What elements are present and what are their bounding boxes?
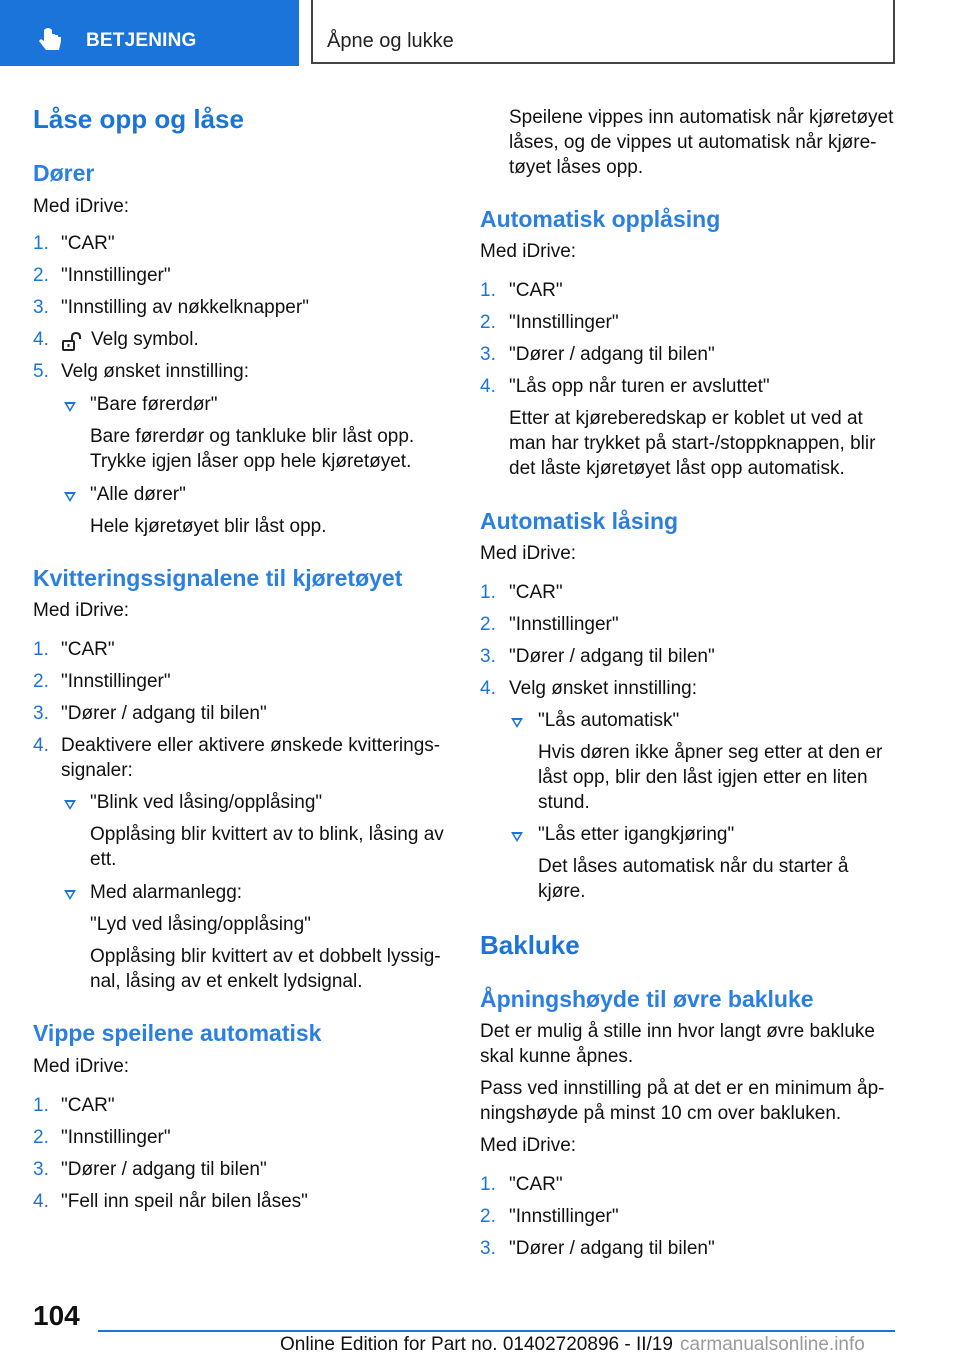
mirrors-step: "Fell inn speil når bilen låses" <box>61 1191 308 1212</box>
auto-lock-step-num: 4. <box>480 678 496 699</box>
page-title: Låse opp og låse <box>33 104 244 134</box>
auto-lock-intro: Med iDrive: <box>480 543 577 564</box>
doors-option-desc: Hele kjøretøyet blir låst opp. <box>90 516 327 537</box>
page-number: 104 <box>33 1300 80 1331</box>
doors-option-desc: Bare førerdør og tankluke blir låst opp. <box>90 426 415 447</box>
doors-step-num: 4. <box>33 329 49 350</box>
hand-pointer-icon <box>36 26 66 56</box>
tailgate-para: Det er mulig å stille inn hvor langt øvre bakluke <box>480 1021 875 1042</box>
auto-unlock-step: "CAR" <box>509 280 563 301</box>
doors-step-num: 3. <box>33 297 49 318</box>
tailgate-step: "Dører / adgang til bilen" <box>509 1238 715 1259</box>
auto-unlock-step: "Lås opp når turen er avsluttet" <box>509 376 770 397</box>
mirrors-step: "Dører / adgang til bilen" <box>61 1159 267 1180</box>
ack-step: "Dører / adgang til bilen" <box>61 703 267 724</box>
tailgate-step: "Innstillinger" <box>509 1206 619 1227</box>
ack-option-desc: Opplåsing blir kvittert av to blink, låsing av <box>90 824 444 845</box>
ack-option-label: "Blink ved låsing/opplåsing" <box>90 792 323 813</box>
auto-lock-step: "Dører / adgang til bilen" <box>509 646 715 667</box>
mirrors-step: "CAR" <box>61 1095 115 1116</box>
doors-step: "Innstilling av nøkkelknapper" <box>61 297 309 318</box>
auto-unlock-step-num: 2. <box>480 312 496 333</box>
mirrors-step: "Innstillinger" <box>61 1127 171 1148</box>
ack-step-num: 2. <box>33 671 49 692</box>
chapter-box <box>311 0 895 64</box>
tailgate-para: skal kunne åpnes. <box>480 1046 634 1067</box>
auto-lock-step: "CAR" <box>509 582 563 603</box>
triangle-bullet-icon <box>64 890 76 900</box>
auto-unlock-step-num: 1. <box>480 280 496 301</box>
auto-lock-heading: Automatisk låsing <box>480 508 679 534</box>
ack-step-num: 3. <box>33 703 49 724</box>
triangle-bullet-icon <box>64 402 76 412</box>
doors-step: Velg ønsket innstilling: <box>61 361 249 382</box>
tailgate-step-num: 1. <box>480 1174 496 1195</box>
auto-lock-option-desc: Hvis døren ikke åpner seg etter at den er <box>538 742 883 763</box>
auto-lock-step-num: 3. <box>480 646 496 667</box>
unlock-icon <box>61 331 83 353</box>
doors-option-desc: Trykke igjen låser opp hele kjøretøyet. <box>90 451 412 472</box>
tailgate-para: Pass ved innstilling på at det er en minimum åp- <box>480 1078 885 1099</box>
auto-unlock-step: "Innstillinger" <box>509 312 619 333</box>
ack-step: Deaktivere eller aktivere ønskede kvitterings- <box>61 735 441 756</box>
doors-step: Velg symbol. <box>91 329 199 350</box>
doors-step: "CAR" <box>61 233 115 254</box>
mirror-note: Speilene vippes inn automatisk når kjøretøyet <box>509 107 894 128</box>
tailgate-step: "CAR" <box>509 1174 563 1195</box>
ack-option-desc: ett. <box>90 849 117 870</box>
mirrors-step-num: 1. <box>33 1095 49 1116</box>
doors-step-num: 2. <box>33 265 49 286</box>
auto-unlock-note: det låste kjøretøyet låst opp automatisk. <box>509 458 845 479</box>
ack-heading: Kvitteringssignalene til kjøretøyet <box>33 565 403 591</box>
auto-lock-option-desc: stund. <box>538 792 590 813</box>
ack-step-cont: signaler: <box>61 760 133 781</box>
doors-step-num: 5. <box>33 361 49 382</box>
footer-divider <box>98 1330 895 1332</box>
auto-unlock-note: man har trykket på start-/stoppknappen, blir <box>509 433 876 454</box>
mirror-note: tøyet låses opp. <box>509 157 644 178</box>
auto-lock-step: Velg ønsket innstilling: <box>509 678 697 699</box>
auto-unlock-step-num: 4. <box>480 376 496 397</box>
doors-option-label: "Bare førerdør" <box>90 394 218 415</box>
triangle-bullet-icon <box>64 800 76 810</box>
mirrors-step-num: 3. <box>33 1159 49 1180</box>
triangle-bullet-icon <box>64 492 76 502</box>
ack-option-desc: "Lyd ved låsing/opplåsing" <box>90 914 311 935</box>
mirrors-step-num: 2. <box>33 1127 49 1148</box>
section-label: BETJENING <box>86 30 197 51</box>
tailgate-para: ningshøyde på minst 10 cm over bakluken. <box>480 1103 842 1124</box>
tailgate-step-num: 3. <box>480 1238 496 1259</box>
mirror-note: låses, og de vippes ut automatisk når kjøre- <box>509 132 877 153</box>
chapter-title: Åpne og lukke <box>327 30 454 52</box>
watermark: carmanualsonline.info <box>680 1334 865 1355</box>
auto-lock-step: "Innstillinger" <box>509 614 619 635</box>
ack-option-desc: Opplåsing blir kvittert av et dobbelt lyssig- <box>90 946 441 967</box>
doors-option-label: "Alle dører" <box>90 484 186 505</box>
tailgate-step-num: 2. <box>480 1206 496 1227</box>
auto-lock-option-desc: kjøre. <box>538 881 586 902</box>
auto-unlock-intro: Med iDrive: <box>480 241 577 262</box>
auto-lock-step-num: 2. <box>480 614 496 635</box>
auto-lock-option-desc: Det låses automatisk når du starter å <box>538 856 849 877</box>
triangle-bullet-icon <box>511 718 523 728</box>
doors-intro: Med iDrive: <box>33 196 130 217</box>
mirrors-intro: Med iDrive: <box>33 1056 130 1077</box>
ack-step-num: 4. <box>33 735 49 756</box>
auto-lock-option-label: "Lås etter igangkjøring" <box>538 824 735 845</box>
auto-lock-option-label: "Lås automatisk" <box>538 710 680 731</box>
doors-step: "Innstillinger" <box>61 265 171 286</box>
ack-option-label: Med alarmanlegg: <box>90 882 243 903</box>
ack-step-num: 1. <box>33 639 49 660</box>
mirrors-heading: Vippe speilene automatisk <box>33 1020 322 1046</box>
auto-lock-step-num: 1. <box>480 582 496 603</box>
tailgate-heading: Åpningshøyde til øvre bakluke <box>480 986 814 1012</box>
tailgate-intro: Med iDrive: <box>480 1135 577 1156</box>
ack-step: "CAR" <box>61 639 115 660</box>
ack-option-desc: nal, låsing av et enkelt lydsignal. <box>90 971 363 992</box>
section-tab <box>0 0 299 66</box>
auto-unlock-note: Etter at kjøreberedskap er koblet ut ved at <box>509 408 863 429</box>
auto-lock-option-desc: låst opp, blir den låst igjen etter en liten <box>538 767 868 788</box>
tailgate-title: Bakluke <box>480 930 580 960</box>
auto-unlock-heading: Automatisk opplåsing <box>480 206 721 232</box>
edition-text: Online Edition for Part no. 01402720896 - II/19 <box>280 1334 673 1355</box>
mirrors-step-num: 4. <box>33 1191 49 1212</box>
ack-step: "Innstillinger" <box>61 671 171 692</box>
auto-unlock-step-num: 3. <box>480 344 496 365</box>
doors-heading: Dører <box>33 160 95 186</box>
auto-unlock-step: "Dører / adgang til bilen" <box>509 344 715 365</box>
doors-step-num: 1. <box>33 233 49 254</box>
triangle-bullet-icon <box>511 832 523 842</box>
ack-intro: Med iDrive: <box>33 600 130 621</box>
